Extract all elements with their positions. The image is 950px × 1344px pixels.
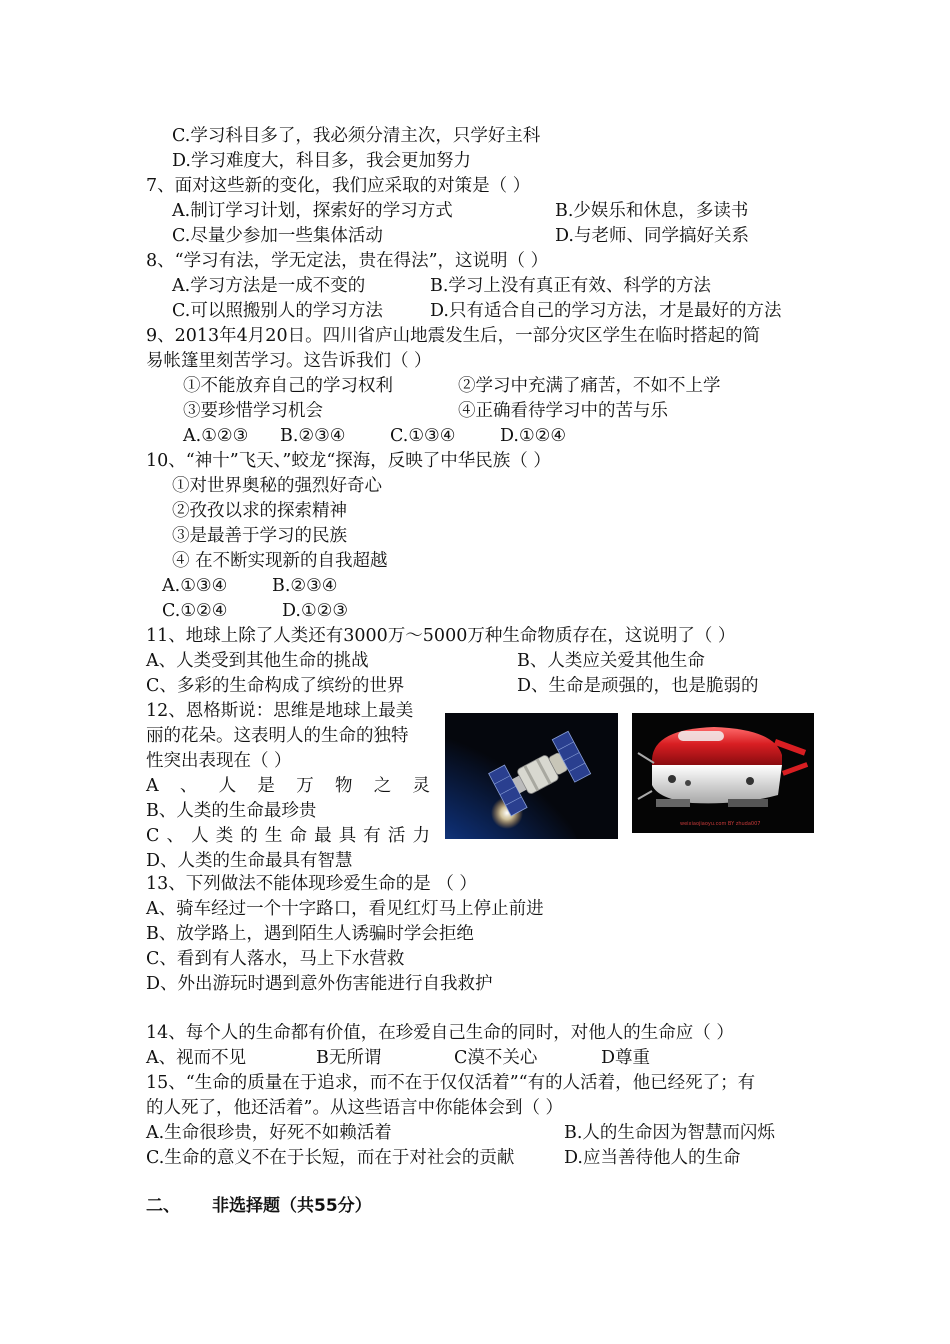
q10-option-a: A.①③④ — [162, 576, 228, 596]
q9-option-b: B.②③④ — [280, 426, 346, 446]
q12-stem-line3: 性突出表现在（ ） — [146, 751, 292, 771]
q12-stem-line1: 12、恩格斯说：思维是地球上最美 — [146, 701, 414, 721]
q9-item-4: ④正确看待学习中的苦与乐 — [458, 401, 668, 421]
q9-stem-line1: 9、2013年4月20日。四川省庐山地震发生后，一部分灾区学生在临时搭起的简 — [146, 326, 761, 346]
q10-item-4: ④ 在不断实现新的自我超越 — [172, 551, 388, 571]
q13-option-b: B、放学路上，遇到陌生人诱骗时学会拒绝 — [146, 924, 474, 944]
q15-option-d: D.应当善待他人的生命 — [564, 1148, 741, 1168]
q9-item-3: ③要珍惜学习机会 — [183, 401, 323, 421]
q9-option-d: D.①②④ — [500, 426, 567, 446]
q14-option-b: B无所谓 — [316, 1048, 382, 1068]
submersible-illustration — [632, 713, 814, 833]
submersible-photo — [632, 713, 814, 833]
q10-item-3: ③是最善于学习的民族 — [172, 526, 347, 546]
q12-option-c: C、人类的生命最具有活力 — [146, 826, 430, 846]
q10-stem: 10、“神十”飞天、”蛟龙“探海，反映了中华民族（ ） — [146, 451, 551, 471]
q8-option-a: A.学习方法是一成不变的 — [172, 276, 366, 296]
q11-option-d: D、生命是顽强的，也是脆弱的 — [517, 676, 759, 696]
q8-option-d: D.只有适合自己的学习方法，才是最好的方法 — [430, 301, 782, 321]
q13-option-d: D、外出游玩时遇到意外伤害能进行自我救护 — [146, 974, 493, 994]
spacecraft-illustration — [445, 713, 618, 839]
q12-option-b: B、人类的生命最珍贵 — [146, 801, 317, 821]
q11-stem: 11、地球上除了人类还有3000万～5000万种生命物质存在，这说明了（ ） — [146, 626, 736, 646]
q7-option-a: A.制订学习计划，探索好的学习方式 — [172, 201, 453, 221]
section2-number: 二、 — [146, 1196, 180, 1216]
q6-option-d: D.学习难度大，科目多，我会更加努力 — [172, 151, 471, 171]
section2-title: 非选择题（共55分） — [212, 1196, 372, 1216]
q10-option-c: C.①②④ — [162, 601, 228, 621]
q8-option-b: B.学习上没有真正有效、科学的方法 — [430, 276, 711, 296]
q8-option-c: C.可以照搬别人的学习方法 — [172, 301, 383, 321]
q11-option-c: C、多彩的生命构成了缤纷的世界 — [146, 676, 405, 696]
q10-item-1: ①对世界奥秘的强烈好奇心 — [172, 476, 382, 496]
q9-item-2: ②学习中充满了痛苦，不如不上学 — [458, 376, 721, 396]
q10-option-d: D.①②③ — [282, 601, 349, 621]
q13-option-a: A、骑车经过一个十字路口，看见红灯马上停止前进 — [146, 899, 544, 919]
q15-stem-line2: 的人死了，他还活着”。从这些语言中你能体会到（ ） — [146, 1098, 564, 1118]
q14-option-a: A、视而不见 — [146, 1048, 247, 1068]
q9-item-1: ①不能放弃自己的学习权利 — [183, 376, 393, 396]
q15-option-c: C.生命的意义不在于长短，而在于对社会的贡献 — [146, 1148, 515, 1168]
q13-option-c: C、看到有人落水，马上下水营救 — [146, 949, 405, 969]
q15-option-a: A.生命很珍贵，好死不如赖活着 — [146, 1123, 392, 1143]
q12-option-d: D、人类的生命最具有智慧 — [146, 851, 353, 871]
photo-watermark: weixiaojiaoyu.com BY zhuda007 — [680, 821, 761, 827]
q11-option-b: B、人类应关爱其他生命 — [517, 651, 705, 671]
q14-option-d: D尊重 — [601, 1048, 651, 1068]
q15-stem-line1: 15、“生命的质量在于追求，而不在于仅仅活着”“有的人活着，他已经死了；有 — [146, 1073, 756, 1093]
q9-stem-line2: 易帐篷里刻苦学习。这告诉我们（ ） — [146, 351, 432, 371]
q7-option-c: C.尽量少参加一些集体活动 — [172, 226, 383, 246]
q9-option-c: C.①③④ — [390, 426, 456, 446]
q7-option-d: D.与老师、同学搞好关系 — [555, 226, 749, 246]
q10-option-b: B.②③④ — [272, 576, 338, 596]
spacecraft-photo — [445, 713, 618, 839]
q14-option-c: C漠不关心 — [454, 1048, 538, 1068]
q8-stem: 8、“学习有法，学无定法，贵在得法”，这说明（ ） — [146, 251, 549, 271]
q7-stem: 7、面对这些新的变化，我们应采取的对策是（ ） — [146, 176, 531, 196]
q9-option-a: A.①②③ — [183, 426, 249, 446]
q6-option-c: C.学习科目多了，我必须分清主次，只学好主科 — [172, 126, 541, 146]
q14-stem: 14、每个人的生命都有价值，在珍爱自己生命的同时，对他人的生命应（ ） — [146, 1023, 734, 1043]
q15-option-b: B.人的生命因为智慧而闪烁 — [564, 1123, 775, 1143]
q13-stem: 13、下列做法不能体现珍爱生命的是 （ ） — [146, 874, 477, 894]
q11-option-a: A、人类受到其他生命的挑战 — [146, 651, 369, 671]
q12-stem-line2: 丽的花朵。这表明人的生命的独特 — [146, 726, 409, 746]
q12-option-a: A、人是万物之灵 — [146, 776, 430, 796]
q7-option-b: B.少娱乐和休息，多读书 — [555, 201, 749, 221]
q10-item-2: ②孜孜以求的探索精神 — [172, 501, 347, 521]
